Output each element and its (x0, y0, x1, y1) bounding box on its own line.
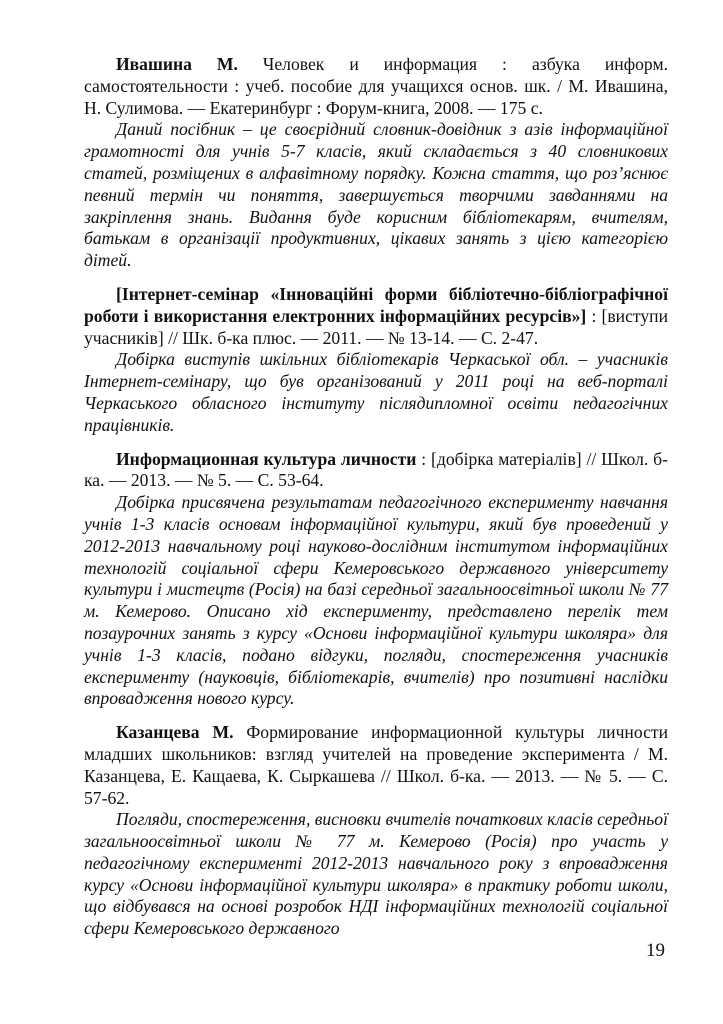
entry-annotation: Даний посібник – це своєрідний словник-довідник з азів інформаційної грамотності для учнів 5-7 класів, який складається з 40 словникових статей, розміщених в алфавітному порядку. Кожна стаття, що роз’яснює певний термін чи поняття, завершується творчими завданнями на закріплення знань. Видання буде корисним бібліотекарям, вчителям, батькам в організації продуктивних, цікавих занять з цією категорією дітей. (84, 119, 668, 271)
bibliography-entry (84, 449, 668, 711)
entry-annotation: Добірка присвячена результатам педагогічного експерименту навчання учнів 1-3 класів основам інформаційної культури, який був проведений у 2012-2013 навчальному році науково-дослідним інститутом інформаційних технологій соціальної сфери Кемеровського державного університету культури і мистецтв (Росія) на базі середньої загальноосвітньої школи № 77 м. Кемерово. Описано хід експерименту, представлено перелік тем позаурочних занять з курсу «Основи інформаційної культури школяра» для учнів 1-3 класів, подано відгуки, погляди, спостереження учасників експерименту (науковців, бібліотекарів, вчителів) про позитивні наслідки впровадження нового курсу. (84, 492, 668, 709)
entry-citation-text: Формирование информационной культуры личности младших школьников: взгляд учителей на проведение эксперимента / М. Казанцева, Е. Кащаева, К. Сыркашева // Школ. б-ка. — 2013. — № 5. — С. 57-62. (84, 722, 668, 808)
entry-citation-text: : [добірка матеріалів] // Школ. б-ка. — 2013. — № 5. — С. 53-64. (84, 448, 668, 491)
entry-annotation: Погляди, спостереження, висновки вчителів початкових класів середньої загальноосвітньої школи № 77 м. Кемерово (Росія) про участь у педагогічному експерименті 2012-2013 навчального року з впровадження курсу «Основи інформаційної культури школяра» в практику роботи школи, що відбувався на основі розробок НДІ інформаційних технологій соціальної сфери Кемеровського державного (84, 809, 668, 939)
entry-citation (84, 449, 668, 493)
document-page (84, 54, 668, 952)
page-number: 19 (646, 940, 665, 961)
entry-author: Ивашина М. (116, 54, 238, 74)
entry-citation-text: : [виступи учасників] // Шк. б-ка плюс. — 2011. — № 13-14. — С. 2-47. (84, 305, 668, 348)
entry-citation (84, 54, 668, 119)
bibliography-entry (84, 284, 668, 437)
entry-annotation: Добірка виступів шкільних бібліотекарів Черкаської обл. – учасників Інтернет-семінару, що був організований у 2011 році на веб-порталі Черкаського обласного інституту післядипломної освіти педагогічних працівників. (84, 349, 668, 435)
entry-citation-text: Человек и информация : азбука информ. самостоятельности : учеб. пособие для учащихся основ. шк. / М. Ивашина, Н. Сулимова. — Екатеринбург : Форум-книга, 2008. — 175 с. (84, 54, 668, 118)
entry-citation (84, 722, 668, 809)
entry-author: Казанцева М. (116, 722, 234, 743)
entry-author: [Інтернет-семінар «Інноваційні форми бібліотечно-бібліографічної роботи і використання електронних інформаційних ресурсів»] (84, 283, 668, 326)
entry-citation (84, 284, 668, 349)
entry-author: Информационная культура личности (116, 448, 417, 469)
bibliography-entry (84, 54, 668, 272)
bibliography-entry (84, 722, 668, 940)
